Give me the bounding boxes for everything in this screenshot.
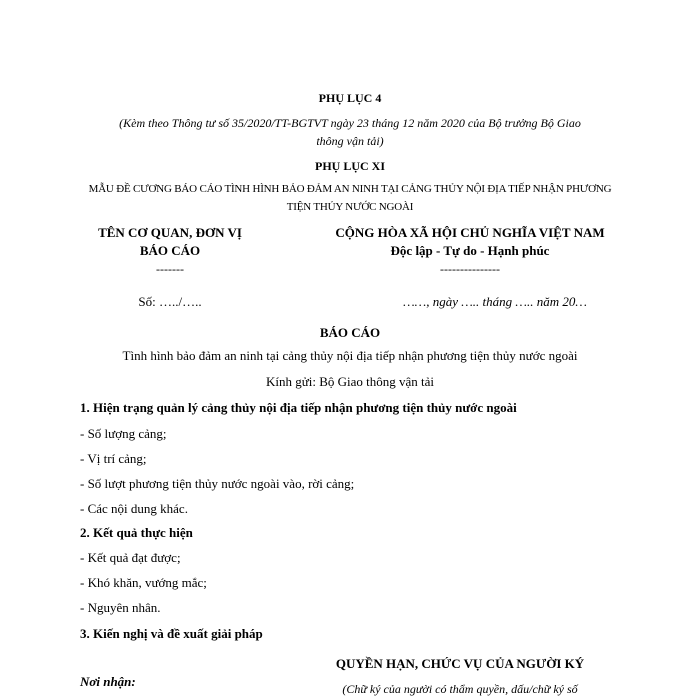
list-item: - Các nội dung khác. <box>80 501 188 516</box>
template-title-line-2: TIỆN THỦY NƯỚC NGOÀI <box>286 201 414 213</box>
agency-name-line-1: TÊN CƠ QUAN, ĐƠN VỊ <box>98 225 242 240</box>
report-date: ……, ngày ….. tháng ….. năm 20… <box>403 294 587 309</box>
report-subtitle: Tình hình bảo đảm an ninh tại cảng thủy nội địa tiếp nhận phương tiện thủy nước ngoài <box>122 348 578 363</box>
list-item: - Số lượng cảng; <box>80 426 167 441</box>
list-item: - Khó khăn, vướng mắc; <box>80 575 207 590</box>
agency-name-line-2: BÁO CÁO <box>139 243 201 258</box>
report-addressee: Kính gửi: Bộ Giao thông vận tải <box>265 374 435 389</box>
recipients-label: Nơi nhận: <box>80 674 136 689</box>
national-motto: Độc lập - Tự do - Hạnh phúc <box>390 243 550 258</box>
signer-title: QUYỀN HẠN, CHỨC VỤ CỦA NGƯỜI KÝ <box>335 656 585 671</box>
appendix-11-title: PHỤ LỤC XI <box>314 159 385 173</box>
template-title-line-1: MẪU ĐỀ CƯƠNG BÁO CÁO TÌNH HÌNH BẢO ĐẢM AN NINH TẠI CẢNG THỦY NỘI ĐỊA TIẾP NHẬN PHƯƠNG <box>88 183 612 195</box>
section-heading: 1. Hiện trạng quản lý cảng thủy nội địa tiếp nhận phương tiện thủy nước ngoài <box>80 400 517 415</box>
attached-note-line-2: thông vận tải) <box>316 134 384 148</box>
nation-title: CỘNG HÒA XÃ HỘI CHỦ NGHĨA VIỆT NAM <box>335 225 605 240</box>
list-item: - Số lượt phương tiện thủy nước ngoài vào, rời cảng; <box>80 476 355 491</box>
document-number: Số: …../….. <box>138 294 202 309</box>
report-title: BÁO CÁO <box>319 325 381 340</box>
section-heading: 2. Kết quả thực hiện <box>80 525 193 540</box>
list-item: - Nguyên nhân. <box>80 600 161 615</box>
list-item: - Vị trí cảng; <box>80 451 147 466</box>
section-heading: 3. Kiến nghị và đề xuất giải pháp <box>80 626 263 641</box>
right-dashes: --------------- <box>440 262 500 276</box>
left-dashes: ------- <box>156 262 184 276</box>
list-item: - Kết quả đạt được; <box>80 550 181 565</box>
signer-note: (Chữ ký của người có thẩm quyền, dấu/chữ ký số <box>342 682 578 696</box>
attached-note-line-1: (Kèm theo Thông tư số 35/2020/TT-BGTVT ngày 23 tháng 12 năm 2020 của Bộ trưởng Bộ Giao <box>119 116 581 130</box>
appendix-4-title: PHỤ LỤC 4 <box>318 91 382 105</box>
